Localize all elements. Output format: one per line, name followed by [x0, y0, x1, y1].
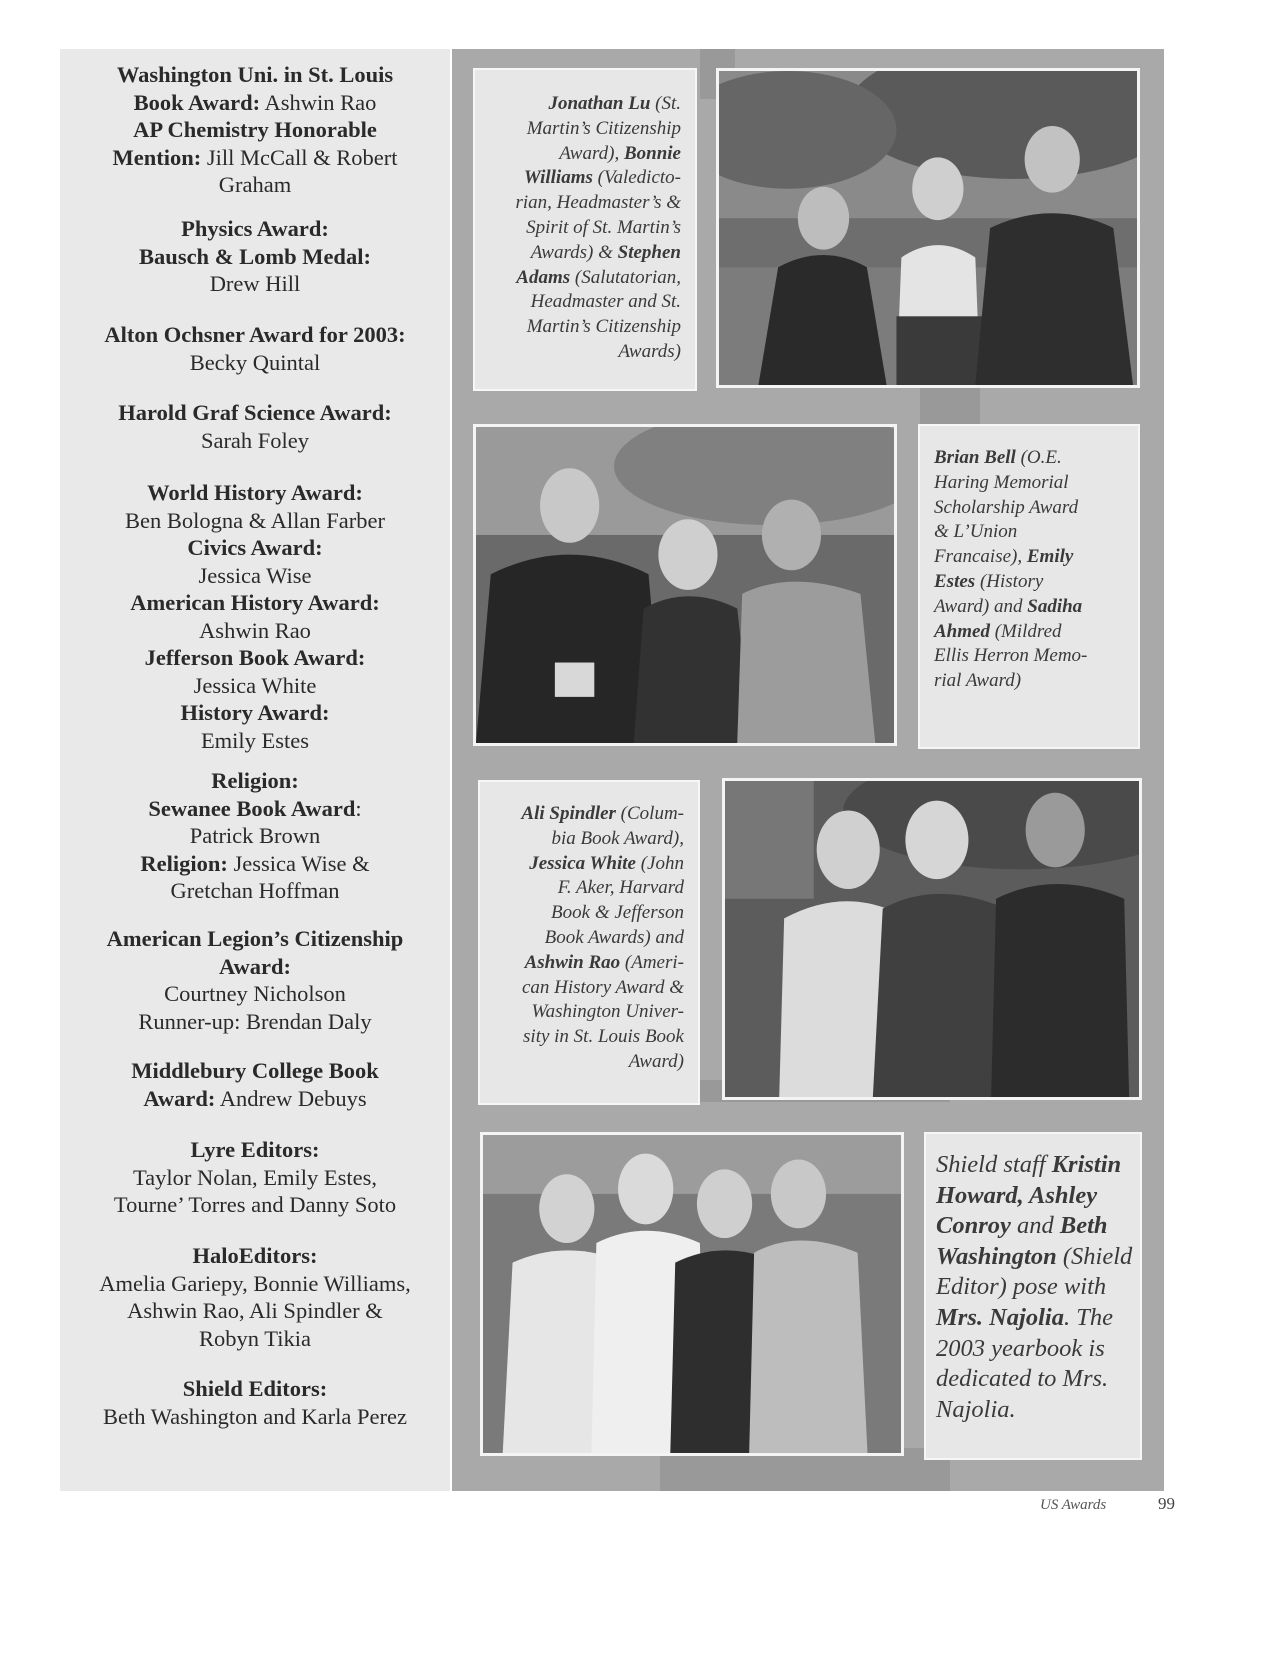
award-recipient: Patrick Brown	[189, 823, 321, 848]
award-title: Religion:	[140, 850, 228, 876]
award-title: Book Award:	[133, 89, 261, 115]
caption-name: Howard, Ashley	[936, 1181, 1098, 1209]
award-block-washington-chemistry	[60, 61, 450, 199]
caption-text: Haring Memorial	[934, 471, 1069, 493]
caption-text: Book & Jefferson	[551, 902, 684, 924]
photo-shield-staff	[480, 1132, 904, 1456]
award-recipient: Ashwin Rao	[260, 89, 377, 115]
award-title: Religion:	[211, 768, 299, 793]
caption-text: Headmaster and St.	[530, 291, 681, 313]
caption-box-3	[478, 780, 700, 1105]
caption-name: Emily	[1026, 546, 1074, 568]
award-recipient: Gretchan Hoffman	[170, 878, 340, 903]
caption-text: (O.E.	[1015, 447, 1062, 468]
award-recipient: Ashwin Rao	[199, 617, 311, 643]
caption-text: Spirit of St. Martin’s	[526, 216, 681, 238]
caption-text: Ellis Herron Memo-	[934, 645, 1088, 667]
caption-name: Jonathan Lu	[548, 93, 651, 114]
award-recipient: Emily Estes	[200, 727, 310, 753]
award-title: History Award:	[180, 700, 330, 725]
caption-name: Brian Bell	[934, 447, 1016, 468]
caption-name: Bonnie	[623, 142, 681, 164]
caption-name: Kristin	[1051, 1151, 1122, 1178]
award-title: Lyre Editors:	[190, 1137, 320, 1162]
award-title: Jefferson Book Award:	[144, 645, 366, 670]
caption-text: . The	[1063, 1303, 1113, 1331]
award-recipient: Jill McCall & Robert	[201, 144, 398, 170]
caption-name: Beth	[1059, 1212, 1108, 1240]
award-title: Alton Ochsner Award for 2003:	[104, 322, 406, 347]
award-title: Award:	[143, 1085, 216, 1111]
award-recipient: Jessica Wise &	[227, 850, 370, 876]
caption-name: Estes	[934, 570, 976, 592]
award-recipient: Sarah Foley	[200, 427, 310, 453]
award-title: Physics Award:	[181, 216, 329, 241]
award-recipient: Runner-up: Brendan Daly	[138, 1008, 372, 1034]
caption-name: Ali Spindler	[521, 803, 616, 824]
award-recipient: Andrew Debuys	[215, 1085, 367, 1111]
decorative-stripe	[920, 385, 980, 425]
caption-name: Stephen	[617, 241, 681, 263]
caption-box-4	[924, 1132, 1142, 1460]
award-recipient: Amelia Gariepy, Bonnie Williams,	[99, 1270, 411, 1296]
caption-name: Williams	[523, 167, 593, 189]
award-title: Shield Editors:	[182, 1376, 328, 1401]
photo-three-students-outdoors	[722, 778, 1142, 1100]
award-recipient: Robyn Tikia	[199, 1325, 311, 1351]
award-recipient: Jessica Wise	[198, 562, 312, 588]
award-title: Mention:	[112, 144, 202, 170]
caption-text: Scholarship Award	[934, 496, 1079, 518]
award-block-lyre-editors	[60, 1136, 450, 1219]
caption-text: Francaise),	[934, 546, 1027, 568]
caption-name: Adams	[516, 266, 571, 288]
caption-text: Washington Univer-	[531, 1001, 684, 1023]
award-title: American Legion’s Citizenship	[106, 926, 404, 951]
caption-box-2	[918, 424, 1140, 749]
caption-text: (John	[635, 852, 684, 874]
award-title: Middlebury College Book	[131, 1058, 379, 1083]
photo-graduates-with-awards	[473, 424, 897, 746]
award-recipient: Becky Quintal	[189, 349, 321, 375]
caption-text: Awards)	[618, 340, 681, 362]
caption-text: bia Book Award),	[551, 827, 684, 849]
caption-text: (Shield	[1056, 1242, 1133, 1270]
caption-text: dedicated to Mrs.	[936, 1365, 1109, 1393]
award-block-american-legion	[60, 925, 450, 1035]
award-block-ochsner	[60, 321, 450, 376]
caption-text: (Colum-	[615, 803, 684, 824]
caption-text: sity in St. Louis Book	[523, 1026, 684, 1048]
caption-text: Book Awards) and	[544, 926, 684, 948]
page-number: 99	[1158, 1494, 1175, 1513]
award-recipient: Taylor Nolan, Emily Estes,	[132, 1164, 377, 1190]
caption-text: (Salutatorian,	[570, 266, 681, 288]
award-block-halo-editors	[60, 1242, 450, 1352]
award-recipient: Tourne’ Torres and Danny Soto	[113, 1192, 397, 1217]
section-label: US Awards	[1040, 1497, 1107, 1513]
caption-text: & L’Union	[934, 521, 1018, 543]
photo-three-graduates	[716, 68, 1140, 388]
award-recipient: Drew Hill	[209, 271, 301, 296]
caption-text: Shield staff	[936, 1151, 1052, 1178]
caption-name: Conroy	[936, 1212, 1011, 1240]
caption-text: Award) and	[934, 595, 1028, 617]
award-recipient: Courtney Nicholson	[164, 981, 346, 1006]
caption-text: and	[1010, 1212, 1060, 1240]
caption-text: 2003 yearbook is	[936, 1334, 1105, 1362]
award-block-shield-editors	[60, 1375, 450, 1430]
caption-text: Awards) &	[530, 241, 618, 263]
caption-name: Mrs. Najolia	[936, 1303, 1064, 1331]
award-block-graf-science	[60, 399, 450, 454]
award-punctuation: :	[355, 795, 362, 821]
caption-text: (St.	[650, 93, 681, 114]
award-title: Sewanee Book Award	[148, 795, 356, 821]
caption-text: rial Award)	[934, 670, 1022, 692]
award-recipient: Jessica White	[193, 672, 317, 698]
caption-name: Sadiha	[1027, 595, 1083, 617]
award-title: Washington Uni. in St. Louis	[116, 62, 394, 87]
award-block-religion	[60, 767, 450, 905]
award-block-physics	[60, 215, 450, 298]
award-recipient: Ashwin Rao, Ali Spindler &	[127, 1298, 383, 1323]
caption-name: Washington	[936, 1242, 1057, 1270]
caption-text: rian, Headmaster’s &	[515, 192, 681, 214]
award-title: Harold Graf Science Award:	[118, 400, 392, 425]
award-title: AP Chemistry Honorable	[133, 117, 377, 142]
caption-text: Najolia.	[936, 1395, 1016, 1423]
award-recipient: Graham	[218, 172, 292, 197]
award-title: HaloEditors:	[192, 1243, 318, 1268]
award-block-middlebury	[60, 1057, 450, 1112]
award-title: Civics Award:	[187, 535, 323, 560]
award-recipient: Ben Bologna & Allan Farber	[125, 507, 385, 533]
caption-text: (Ameri-	[620, 951, 684, 973]
caption-name: Ahmed	[934, 620, 990, 642]
award-block-history	[60, 479, 450, 754]
award-title: World History Award:	[147, 480, 363, 505]
caption-text: Editor) pose with	[936, 1273, 1107, 1301]
caption-box-1	[473, 68, 697, 391]
award-title: Award:	[218, 953, 292, 979]
caption-text: (Valedicto-	[592, 167, 681, 189]
caption-name: Jessica White	[529, 852, 636, 874]
award-title: Bausch & Lomb Medal:	[139, 243, 371, 269]
caption-name: Ashwin Rao	[524, 951, 621, 973]
caption-text: Award),	[559, 142, 624, 164]
award-title: American History Award:	[130, 590, 380, 615]
caption-text: (History	[975, 570, 1044, 592]
caption-text: Martin’s Citizenship	[526, 316, 681, 338]
award-recipient: Beth Washington and Karla Perez	[103, 1403, 407, 1429]
caption-text: F. Aker, Harvard	[557, 877, 684, 899]
caption-text: (Mildred	[989, 620, 1062, 642]
caption-text: Martin’s Citizenship	[526, 117, 681, 139]
caption-text: can History Award &	[521, 976, 684, 998]
caption-text: Award)	[628, 1050, 684, 1072]
awards-list	[60, 49, 450, 1491]
